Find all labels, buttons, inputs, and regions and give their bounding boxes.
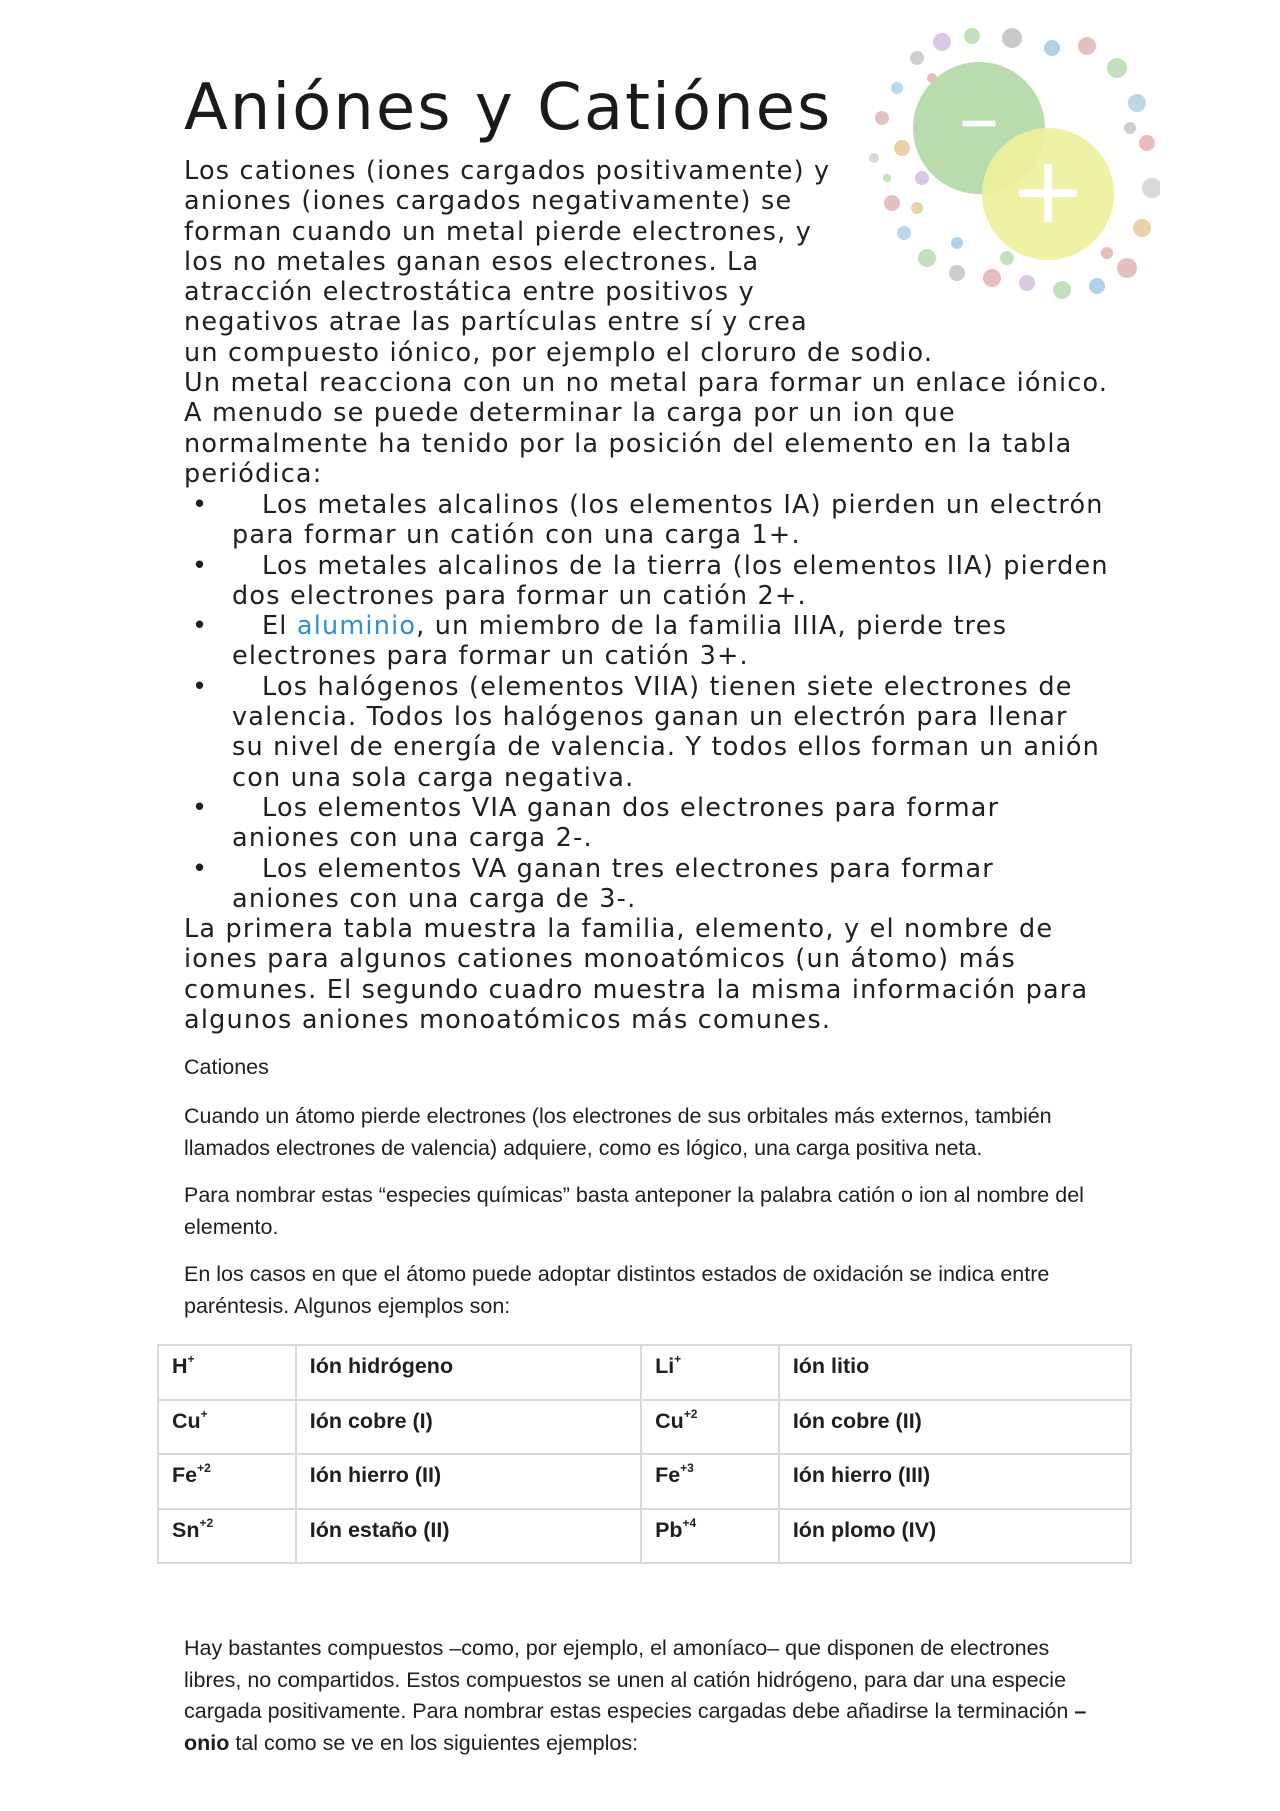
intro-line: forman cuando un metal pierde electrones, y (184, 216, 813, 247)
intro-line: atracción electrostática entre positivos y (184, 277, 755, 308)
ion-symbol-cell (641, 1400, 779, 1455)
ion-symbol: Pb (655, 1517, 683, 1542)
list-item-text (232, 611, 1124, 641)
intro-paragraph (184, 156, 1144, 489)
bullet-icon: • (192, 611, 209, 642)
paragraph-oxidation: En los casos en que el átomo puede adoptar distintos estados de oxidación se indica entre paréntesis. Algunos ejemplos son: (184, 1262, 1050, 1318)
list-item-text: con una sola carga negativa. (232, 762, 635, 793)
paragraph-onio (184, 1633, 1104, 1759)
list-item-text: Los metales alcalinos de la tierra (los elementos IIA) pierden (262, 550, 1109, 581)
ion-symbol-cell (158, 1400, 296, 1455)
ion-name-cell: Ión plomo (IV) (779, 1509, 1131, 1564)
bullet-icon: • (192, 853, 209, 884)
summary-line: iones para algunos cationes monoatómicos (un átomo) más (184, 944, 1016, 975)
paragraph-text: tal como se ve en los siguientes ejemplos: (229, 1730, 639, 1755)
ion-symbol-cell (641, 1345, 779, 1400)
list-item (184, 854, 1124, 915)
list-item-text: aniones con una carga de 3-. (232, 883, 637, 914)
ion-charge: + (200, 1406, 208, 1421)
ion-name-cell: Ión hierro (II) (296, 1454, 641, 1509)
ion-rules-list (184, 490, 1124, 914)
ion-symbol: H (172, 1354, 188, 1379)
bullet-icon: • (192, 490, 209, 520)
list-item-text: Los elementos VIA ganan dos electrones para formar (262, 792, 1000, 823)
ion-name-cell: Ión hierro (III) (779, 1454, 1131, 1509)
intro-line: Los cationes (iones cargados positivamente) y (184, 156, 831, 186)
list-item-text: valencia. Todos los halógenos ganan un electrón para llenar (232, 702, 1068, 733)
table-row (158, 1509, 1131, 1564)
ion-symbol: Fe (655, 1463, 681, 1488)
list-item-text: Los metales alcalinos (los elementos IA) pierden un electrón (262, 490, 1104, 520)
list-item (184, 611, 1124, 672)
list-item-text: su nivel de energía de valencia. Y todos ellos forman un anión (232, 732, 1101, 763)
intro-line: negativos atrae las partículas entre sí y crea (184, 307, 808, 338)
summary-line: La primera tabla muestra la familia, elemento, y el nombre de (184, 914, 1054, 944)
ion-symbol-cell (158, 1509, 296, 1564)
ion-symbol-cell (158, 1345, 296, 1400)
paragraph-naming: Para nombrar estas “especies químicas” basta anteponer la palabra catión o ion al nombre del elemento. (184, 1183, 1084, 1239)
list-item (184, 490, 1124, 551)
ion-symbol-cell (641, 1454, 779, 1509)
ion-name-cell: Ión cobre (I) (296, 1400, 641, 1455)
summary-line: algunos aniones monoatómicos más comunes. (184, 1004, 832, 1035)
intro-line: A menudo se puede determinar la carga por un ion que (184, 398, 956, 429)
cations-table (157, 1344, 1132, 1564)
ion-symbol-cell (641, 1509, 779, 1564)
list-item-text: Los elementos VA ganan tres electrones para formar (262, 853, 994, 884)
ion-charge: +2 (683, 1406, 698, 1421)
ion-symbol: Li (655, 1354, 675, 1379)
paragraph-cation-definition: Cuando un átomo pierde electrones (los electrones de sus orbitales más externos, también llamados electrones de valencia) adquiere, como es lógico, una carga positiva neta. (184, 1104, 1052, 1160)
minus-sign-icon: – (958, 71, 1000, 166)
intro-line: los no metales ganan esos electrones. La (184, 246, 760, 277)
intro-line: un compuesto iónico, por ejemplo el cloruro de sodio. (184, 337, 934, 368)
bullet-icon: • (192, 671, 209, 702)
ion-symbol: Fe (172, 1463, 198, 1488)
summary-line: comunes. El segundo cuadro muestra la misma información para (184, 974, 1089, 1005)
intro-line: normalmente ha tenido por la posición del elemento en la tabla (184, 428, 1073, 459)
onio-suffix: –onio (184, 1699, 1087, 1755)
ion-charge: +3 (680, 1461, 694, 1475)
ion-charge: +2 (197, 1461, 211, 1475)
summary-paragraph (184, 914, 1144, 1035)
plus-sign-icon: + (1009, 137, 1087, 244)
list-item (184, 672, 1124, 793)
cationes-heading: Cationes (184, 1055, 269, 1079)
ion-charge: + (187, 1352, 195, 1366)
ion-name-cell: Ión litio (779, 1345, 1131, 1400)
ion-symbol-cell (158, 1454, 296, 1509)
intro-line: periódica: (184, 458, 323, 489)
aluminio-link[interactable]: aluminio (296, 611, 417, 642)
ion-name-cell: Ión cobre (II) (779, 1400, 1131, 1455)
ion-symbol: Cu (655, 1408, 684, 1433)
ion-charge: +4 (682, 1515, 697, 1530)
ion-name-cell: Ión hidrógeno (296, 1345, 641, 1400)
document-title: Aniónes y Catiónes (184, 71, 833, 145)
ion-symbol: Sn (172, 1517, 200, 1542)
table-row (158, 1400, 1131, 1455)
paragraph-text: Hay bastantes compuestos –como, por ejemplo, el amoníaco– que disponen de electrones libres, no compartidos. Estos compuestos se unen al catión hidrógeno, para dar una especie cargada positivamente. Para nombrar estas especies cargadas debe añadirse la terminación (184, 1636, 1075, 1723)
ion-charge: +2 (199, 1515, 214, 1530)
list-item-text: aniones con una carga 2-. (232, 823, 593, 854)
bullet-icon: • (192, 792, 209, 823)
intro-line: Un metal reacciona con un no metal para formar un enlace iónico. (184, 368, 1109, 399)
list-item-text: electrones para formar un catión 3+. (232, 641, 749, 672)
list-item (184, 551, 1124, 612)
list-item-text: para formar un catión con una carga 1+. (232, 520, 801, 551)
bullet-icon: • (192, 550, 209, 581)
list-item-text: dos electrones para formar un catión 2+. (232, 580, 807, 611)
ion-symbol: Cu (172, 1408, 201, 1433)
intro-line: aniones (iones cargados negativamente) se (184, 186, 793, 217)
list-item-text: , un miembro de la familia IIIA, pierde tres (416, 611, 1008, 642)
list-item-text: Los halógenos (elementos VIIA) tienen siete electrones de (262, 671, 1073, 702)
table-row (158, 1345, 1131, 1400)
table-row (158, 1454, 1131, 1509)
ion-charge: + (674, 1352, 682, 1366)
list-item-text: El (262, 611, 297, 642)
list-item (184, 793, 1124, 854)
ion-name-cell: Ión estaño (II) (296, 1509, 641, 1564)
